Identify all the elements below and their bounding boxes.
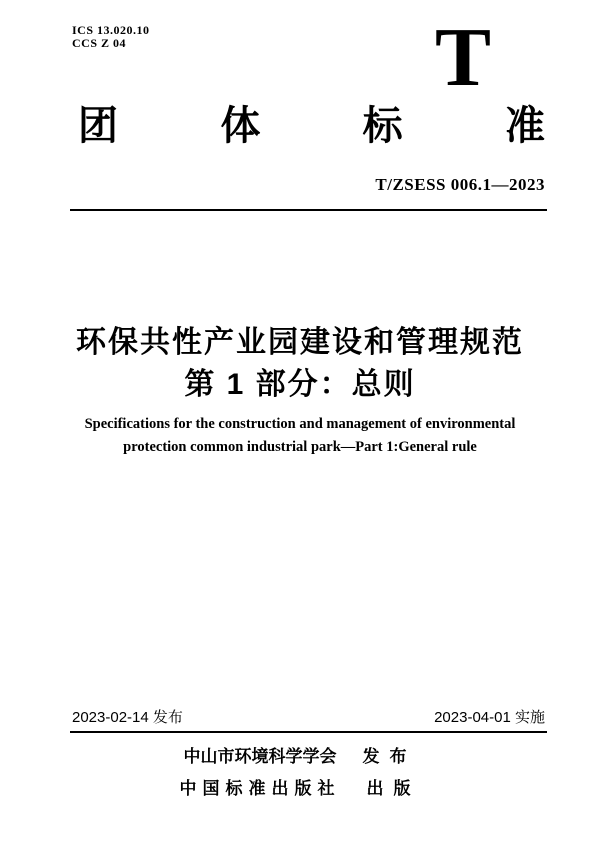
footer-divider-line	[70, 731, 547, 733]
standard-type-char-3: 标	[362, 104, 403, 148]
document-title-en-line2: protection common industrial park—Part 1:General rule	[123, 439, 477, 455]
document-title-zh-line1: 环保共性产业园建设和管理规范	[76, 326, 524, 359]
header-divider-line	[70, 209, 547, 211]
issuing-organization-role: 发布	[362, 747, 417, 766]
issue-date: 2023-02-14 发布	[72, 709, 183, 726]
group-standard-t-logo: T	[434, 11, 492, 104]
ccs-code: CCS Z 04	[72, 36, 127, 50]
standard-type-char-2: 体	[220, 104, 261, 148]
implementation-date: 2023-04-01 实施	[434, 709, 545, 726]
ics-code: ICS 13.020.10	[72, 23, 150, 37]
publisher-row-press	[0, 780, 600, 797]
document-title-en-line1: Specifications for the construction and management of environmental	[84, 416, 516, 432]
publishing-house-role: 出版	[366, 779, 421, 798]
standard-type-char-4: 准	[504, 104, 545, 148]
publisher-row-issuer	[0, 748, 600, 765]
document-title-zh-line2: 第 1 部分：总则	[184, 368, 416, 401]
standard-type-char-1: 团	[78, 104, 118, 148]
standard-number: T/ZSESS 006.1—2023	[375, 175, 545, 194]
dates-row	[72, 710, 545, 725]
classification-codes	[72, 24, 150, 50]
publishers-block	[0, 748, 600, 812]
document-title-en	[0, 413, 600, 459]
issuing-organization-name: 中山市环境科学学会	[183, 747, 337, 766]
standard-type-title	[78, 106, 545, 146]
publishing-house-name: 中国标准出版社	[179, 779, 341, 798]
